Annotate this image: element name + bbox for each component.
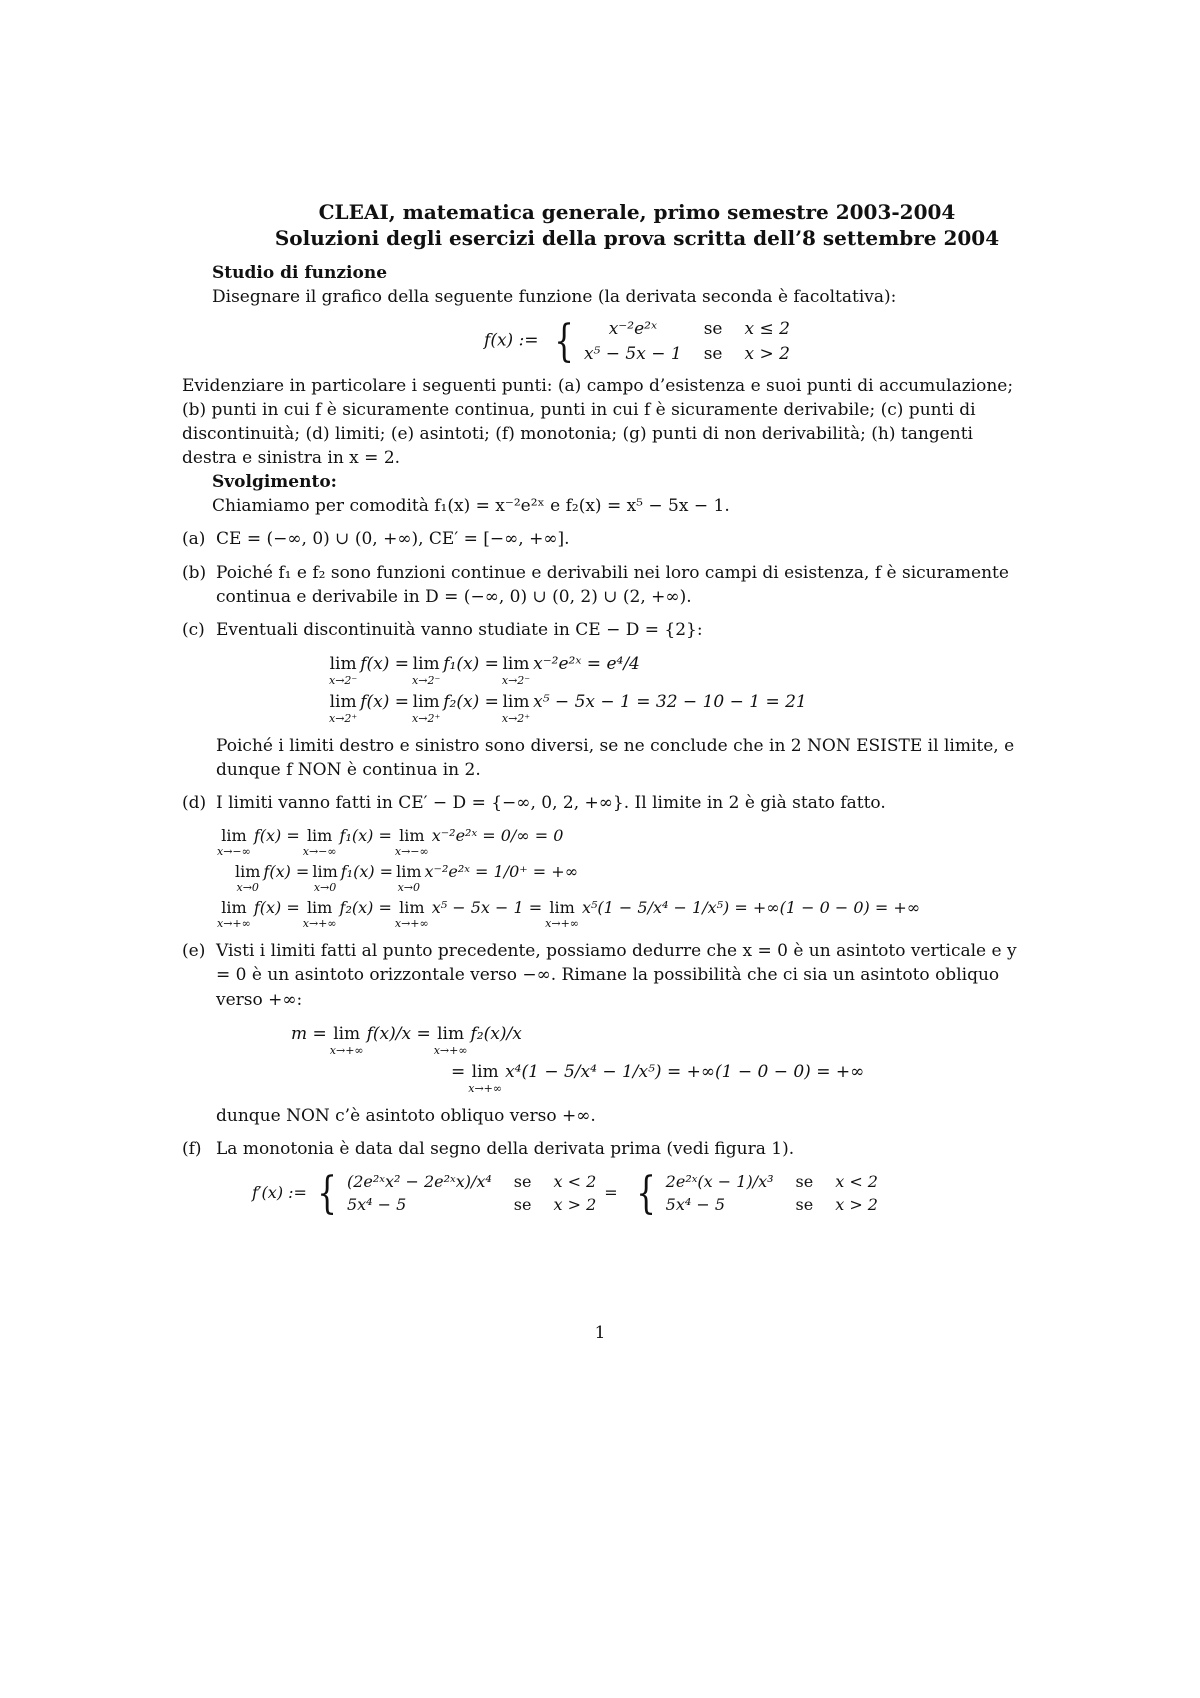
limit-row — [326, 690, 1032, 724]
left-brace: { — [317, 1167, 337, 1219]
item-label: (d) — [182, 793, 207, 814]
limit-row — [214, 825, 1032, 857]
item-f-text: La monotonia è data dal segno della derivata prima (vedi figura 1). — [216, 1138, 795, 1159]
lim-word: lim — [412, 653, 440, 674]
lim-word: lim — [502, 691, 530, 712]
lim-word: lim — [549, 898, 575, 918]
title-line-2: Soluzioni degli esercizi della prova scritta dell’8 settembre 2004 — [274, 225, 1000, 250]
lim-word: lim — [399, 826, 425, 846]
section-heading: Studio di funzione — [212, 263, 388, 284]
item-d-text: I limiti vanno fatti in CE′ − D = {−∞, 0, 2, +∞}. Il limite in 2 è già stato fatto. — [216, 793, 886, 814]
intro-text: Chiamiamo per comodità f₁(x) = x⁻²e²ˣ e f₂(x) = x⁵ − 5x − 1. — [212, 496, 730, 517]
function-lhs: f(x) := — [484, 331, 539, 352]
item-c-text: Eventuali discontinuità vanno studiate in CE − D = {2}: — [216, 619, 703, 640]
case-se: se — [795, 1171, 814, 1191]
lim-word: lim — [396, 862, 422, 882]
case-se: se — [513, 1194, 532, 1214]
lim-sub: x→2⁻ — [501, 673, 531, 687]
lim-sub: x→2⁻ — [329, 673, 358, 687]
lim-word: lim — [235, 862, 261, 882]
lim-sub: x→2⁺ — [329, 711, 358, 725]
lim-word: lim — [221, 826, 247, 846]
lim-expr: x⁵ − 5x − 1 = — [431, 898, 543, 918]
case-expr: (2e²ˣx² − 2e²ˣx)/x⁴ — [346, 1171, 492, 1191]
case-expr: 2e²ˣ(x − 1)/x³ — [665, 1171, 774, 1191]
lim-expr: x⁵ − 5x − 1 = 32 − 10 − 1 = 21 — [533, 691, 807, 712]
lim-sub: x→+∞ — [217, 917, 251, 931]
lim-word: lim — [502, 653, 530, 674]
lim-expr: x⁴(1 − 5/x⁴ − 1/x⁵) = +∞(1 − 0 − 0) = +∞ — [505, 1061, 865, 1082]
case-expr: 5x⁴ − 5 — [665, 1194, 726, 1214]
case-cond: x < 2 — [553, 1171, 597, 1191]
item-label: (f) — [182, 1138, 202, 1159]
lim-sub: x→2⁺ — [501, 711, 531, 725]
case-cond: x > 2 — [835, 1194, 878, 1214]
svolgimento-heading: Svolgimento: — [212, 472, 337, 493]
lim-sub: x→+∞ — [545, 917, 579, 931]
lim-sub: x→+∞ — [433, 1043, 468, 1057]
lim-expr: f(x) = — [253, 826, 300, 846]
lim-word: lim — [333, 1023, 361, 1044]
lim-sub: x→−∞ — [394, 845, 429, 859]
lim-sub: x→0 — [313, 881, 337, 895]
lim-expr: f(x) = — [253, 898, 300, 918]
lim-expr: f₁(x) = — [339, 826, 392, 846]
item-c-conclusion: Poiché i limiti destro e sinistro sono diversi, se ne conclude che in 2 NON ESISTE il limite, e dunque f NON è continua in 2. — [216, 735, 1015, 781]
lim-sub: x→0 — [236, 881, 259, 895]
lim-word: lim — [221, 898, 247, 918]
equals-sign: = — [451, 1061, 466, 1082]
limit-row — [232, 861, 1032, 893]
item-f — [182, 1137, 1032, 1161]
left-brace: { — [635, 1167, 656, 1219]
item-c — [182, 618, 1032, 782]
page-number: 1 — [594, 1323, 606, 1343]
lim-word: lim — [306, 898, 333, 918]
lim-sub: x→+∞ — [329, 1043, 364, 1057]
limit-row — [214, 897, 1032, 929]
lim-sub: x→0 — [397, 881, 420, 895]
case-se: se — [703, 343, 723, 364]
lim-word: lim — [329, 691, 357, 712]
item-a — [182, 527, 1032, 551]
document-title — [212, 200, 1062, 251]
lim-expr: f₁(x) = — [443, 653, 499, 674]
item-label: (b) — [182, 562, 207, 583]
derivative-definition — [252, 1167, 1032, 1219]
function-definition — [242, 317, 1032, 365]
m-lhs: m = — [291, 1023, 327, 1044]
lim-sub: x→2⁺ — [412, 711, 441, 725]
item-e — [182, 939, 1032, 1128]
lim-sub: x→−∞ — [217, 845, 251, 859]
lim-expr: x⁵(1 − 5/x⁴ − 1/x⁵) = +∞(1 − 0 − 0) = +∞ — [581, 898, 921, 918]
limit-row — [451, 1060, 1032, 1094]
case-se: se — [513, 1171, 532, 1191]
case-cond: x > 2 — [553, 1194, 597, 1214]
case-expr: 5x⁴ − 5 — [346, 1194, 407, 1214]
lim-expr: f₁(x) = — [340, 862, 394, 882]
document-page — [182, 200, 1032, 1219]
lim-expr: f₂(x) = — [339, 898, 392, 918]
instruction-text: Disegnare il grafico della seguente funzione (la derivata seconda è facoltativa): — [212, 287, 897, 308]
lim-sub: x→2⁻ — [412, 673, 441, 687]
lim-word: lim — [399, 898, 425, 918]
lim-expr: f(x) = — [360, 653, 410, 674]
lim-expr: x⁻²e²ˣ = 1/0⁺ = +∞ — [424, 862, 579, 882]
lim-word: lim — [306, 826, 333, 846]
lim-expr: f₂(x)/x — [470, 1023, 522, 1044]
limits-list — [214, 825, 1032, 929]
limit-row — [326, 652, 1032, 686]
case-se: se — [703, 319, 723, 340]
case-se: se — [795, 1194, 814, 1214]
item-b-text: Poiché f₁ e f₂ sono funzioni continue e derivabili nei loro campi di esistenza, f è sicuramente continua e derivabile in D = (−∞, 0) ∪ (0, 2) ∪ (2, +∞). — [216, 562, 1009, 607]
item-label: (e) — [182, 941, 206, 962]
case-cond: x ≤ 2 — [744, 319, 790, 340]
case-cond: x > 2 — [744, 343, 790, 364]
item-label: (a) — [182, 529, 206, 550]
limits-at-2 — [326, 652, 1032, 724]
item-b — [182, 561, 1032, 609]
lim-sub: x→−∞ — [302, 845, 337, 859]
equals-sign: = — [604, 1183, 618, 1203]
lim-expr: x⁻²e²ˣ = 0/∞ = 0 — [431, 826, 564, 846]
lim-sub: x→+∞ — [394, 917, 429, 931]
lim-expr: x⁻²e²ˣ = e⁴/4 — [533, 653, 640, 674]
lim-expr: f₂(x) = — [443, 691, 499, 712]
lim-expr: f(x) = — [360, 691, 410, 712]
lim-word: lim — [437, 1023, 465, 1044]
item-label: (c) — [182, 619, 205, 640]
highlight-paragraph: Evidenziare in particolare i seguenti punti: (a) campo d’esistenza e suoi punti di accumulazione; (b) punti in cui f è sicuramente continua, punti in cui f è sicuramente derivabile; (c) punti di discontinuità; (d) limiti; (e) asintoti; (f) monotonia; (g) punti di non derivabilità; (h) tangenti destra e sinistra in x = 2. — [182, 375, 1014, 469]
title-line-1: CLEAI, matematica generale, primo semestre 2003-2004 — [318, 200, 956, 224]
lim-expr: f(x)/x = — [366, 1023, 431, 1044]
item-e-conclusion: dunque NON c’è asintoto obliquo verso +∞. — [216, 1105, 596, 1126]
item-e-text: Visti i limiti fatti al punto precedente, possiamo dedurre che x = 0 è un asintoto verticale e y = 0 è un asintoto orizzontale verso −∞. Rimane la possibilità che ci sia un asintoto obliquo verso +∞: — [216, 941, 1017, 1010]
lim-expr: f(x) = — [263, 862, 310, 882]
lim-sub: x→+∞ — [302, 917, 337, 931]
lim-word: lim — [471, 1061, 499, 1082]
case-expr: x⁻²e²ˣ — [608, 319, 657, 340]
lim-word: lim — [412, 691, 440, 712]
item-d — [182, 791, 1032, 815]
left-brace: { — [554, 315, 574, 367]
case-cond: x < 2 — [835, 1171, 878, 1191]
item-a-text: CE = (−∞, 0) ∪ (0, +∞), CE′ = [−∞, +∞]. — [216, 529, 570, 550]
lim-word: lim — [312, 862, 338, 882]
lim-sub: x→+∞ — [468, 1081, 503, 1095]
limit-row — [291, 1022, 1032, 1056]
oblique-asymptote-calc — [291, 1022, 1032, 1094]
derivative-lhs: f′(x) := — [252, 1183, 307, 1203]
case-expr: x⁵ − 5x − 1 — [583, 343, 682, 364]
lim-word: lim — [329, 653, 357, 674]
